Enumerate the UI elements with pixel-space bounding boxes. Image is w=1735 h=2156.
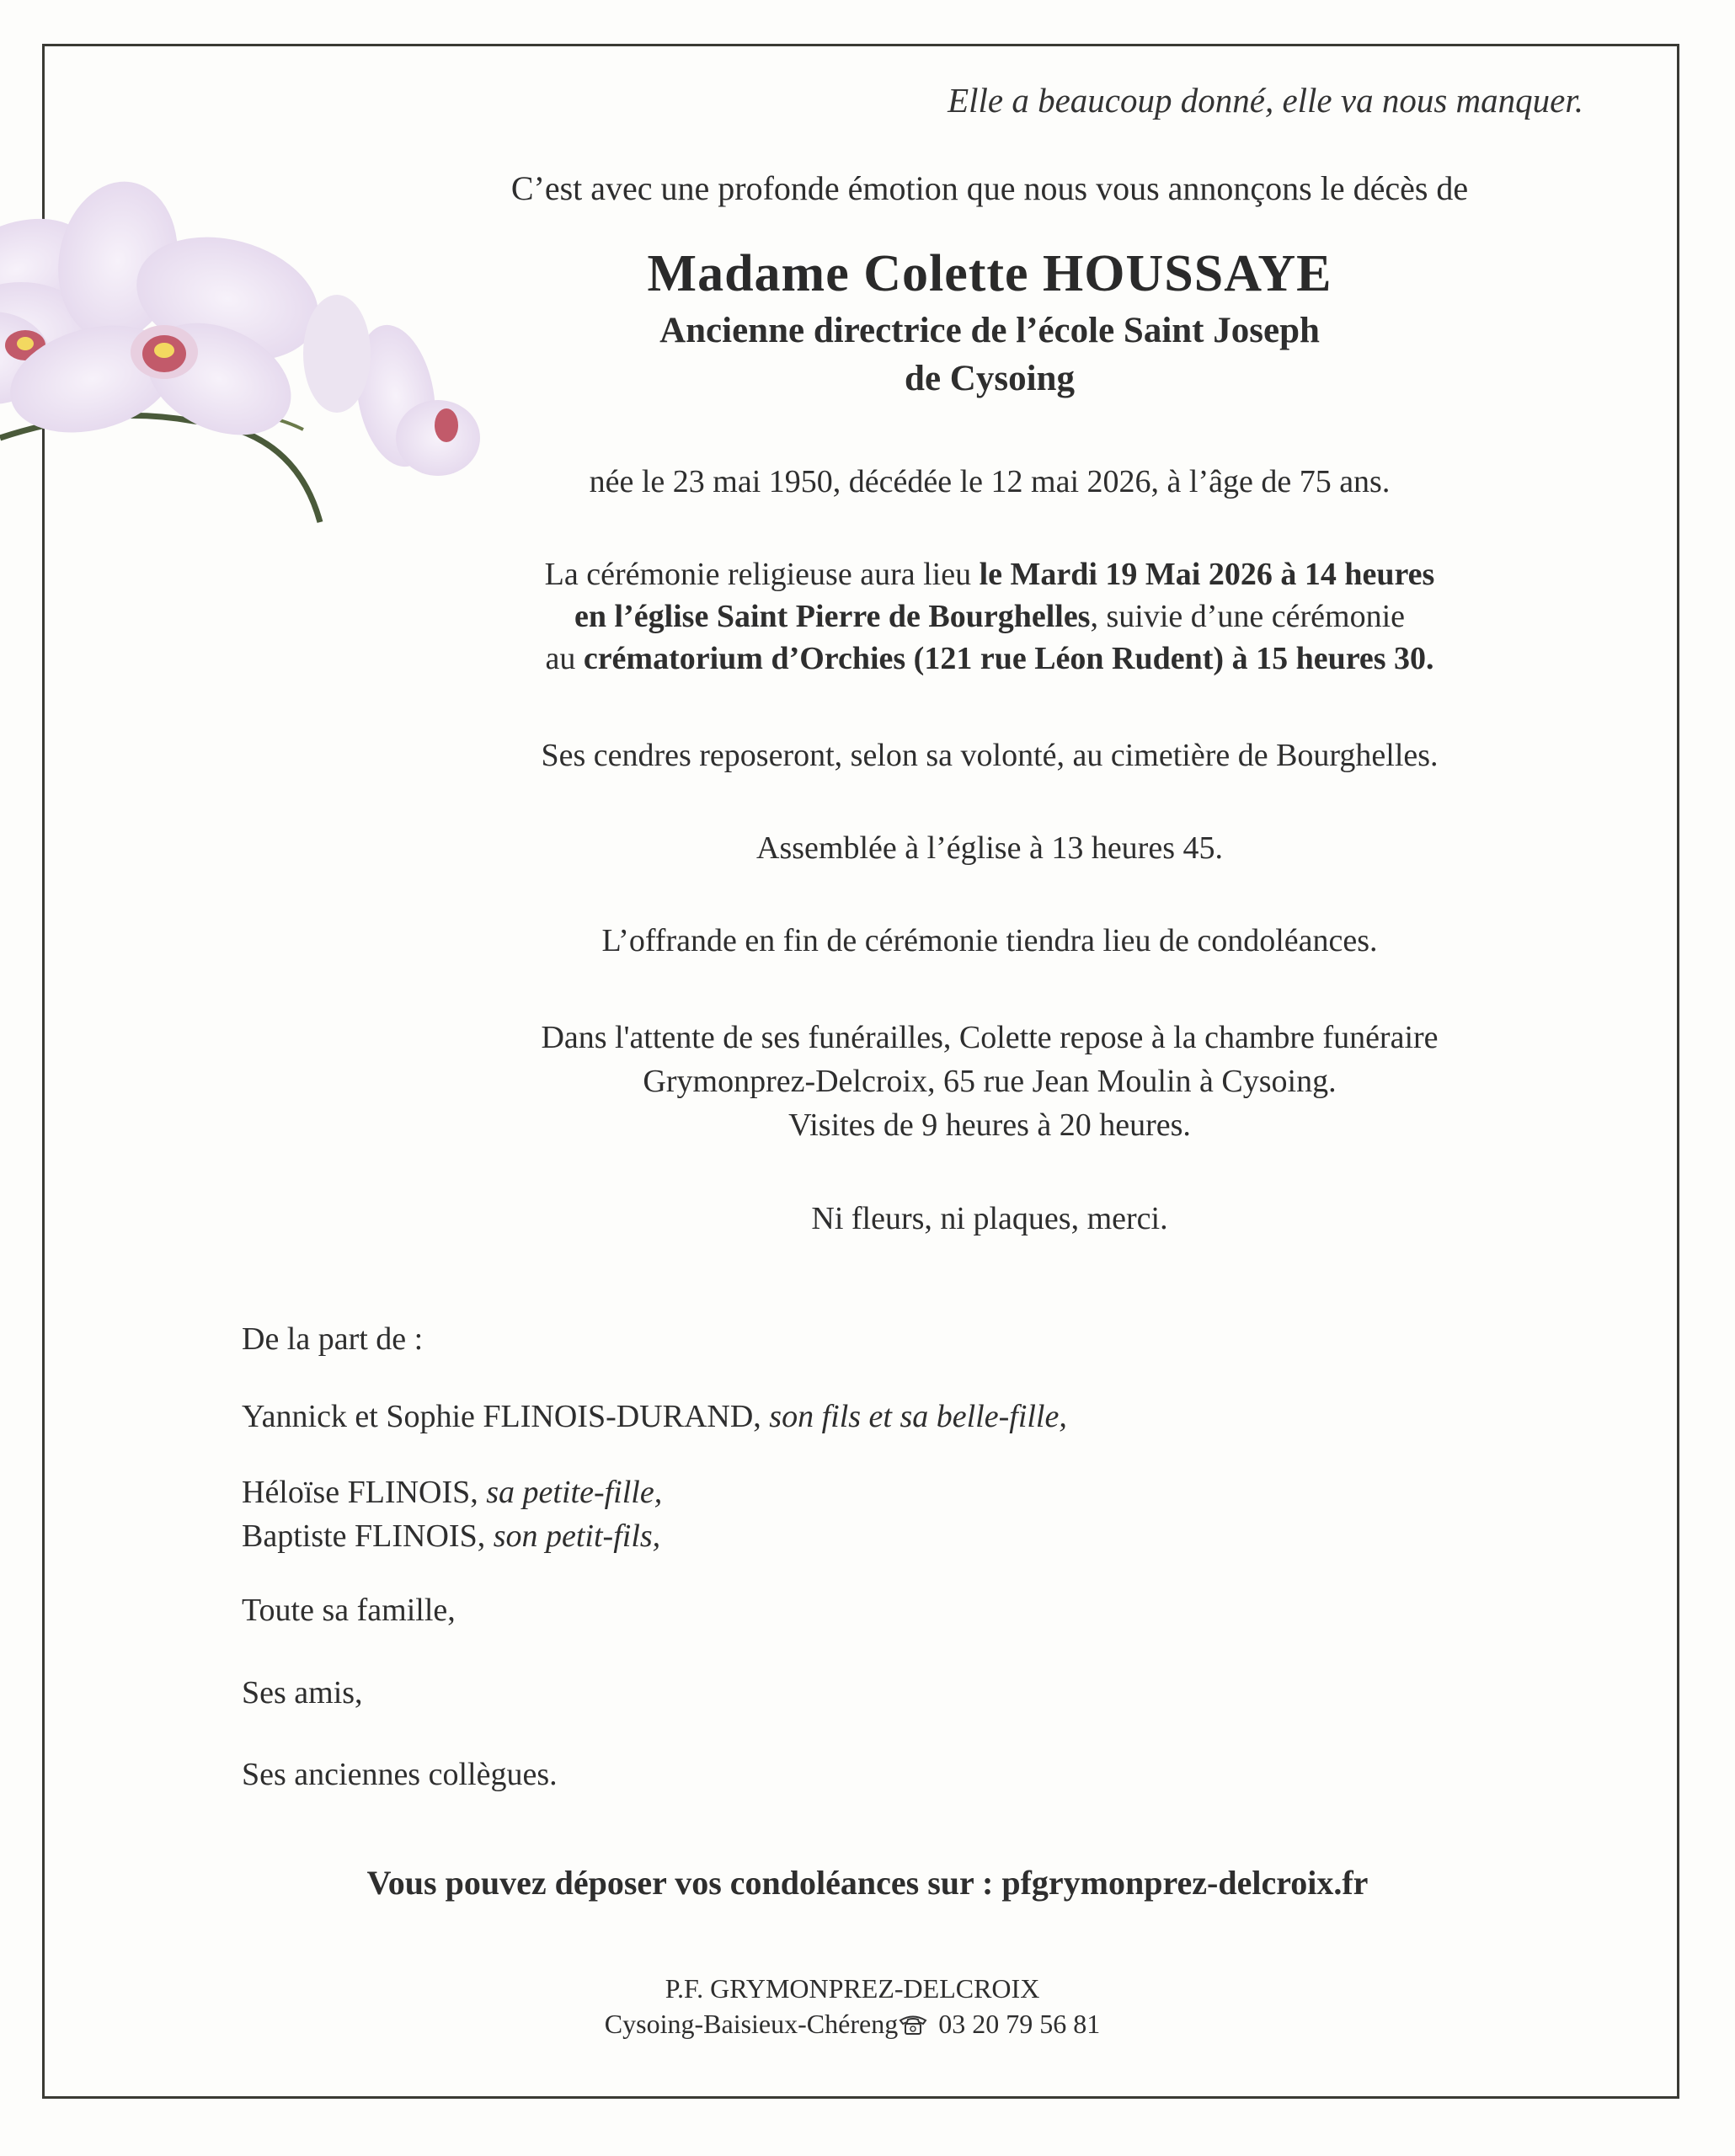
family-colleagues: Ses anciennes collègues. <box>242 1757 558 1792</box>
resting-place-line1: Dans l'attente de ses funérailles, Colette repose à la chambre funéraire <box>541 1020 1439 1055</box>
funeral-home-name: P.F. GRYMONPREZ-DELCROIX <box>665 1973 1040 2004</box>
epigraph-quote: Elle a beaucoup donné, elle va nous manquer. <box>948 81 1583 120</box>
resting-place-line2: Grymonprez-Delcroix, 65 rue Jean Moulin à Cysoing. <box>643 1064 1337 1099</box>
ashes-notice: Ses cendres reposeront, selon sa volonté, au cimetière de Bourghelles. <box>541 738 1439 773</box>
funeral-home-contact: Cysoing-Baisieux-Chéreng 03 20 79 56 81 <box>604 2009 1101 2039</box>
family-granddaughter: Héloïse FLINOIS, sa petite-fille, <box>242 1475 663 1510</box>
ceremony-line2: en l’église Saint Pierre de Bourghelles, suivie d’une cérémonie <box>574 599 1406 634</box>
announcement-intro: C’est avec une profonde émotion que nous vous annonçons le décès de <box>510 169 1469 207</box>
no-flowers-notice: Ni fleurs, ni plaques, merci. <box>811 1201 1168 1236</box>
deceased-role-line1: Ancienne directrice de l’école Saint Joseph <box>659 311 1320 350</box>
family-friends: Ses amis, <box>242 1675 363 1710</box>
life-dates: née le 23 mai 1950, décédée le 12 mai 2026, à l’âge de 75 ans. <box>589 464 1391 499</box>
family-son: Yannick et Sophie FLINOIS-DURAND, son fils et sa belle-fille, <box>242 1399 1067 1434</box>
ceremony-line1: La cérémonie religieuse aura lieu le Mardi 19 Mai 2026 à 14 heures <box>544 557 1435 592</box>
from-label: De la part de : <box>242 1321 424 1357</box>
ceremony-line3: au crématorium d’Orchies (121 rue Léon Rudent) à 15 heures 30. <box>545 641 1434 676</box>
family-grandson: Baptiste FLINOIS, son petit-fils, <box>242 1518 661 1554</box>
condolences-website: Vous pouvez déposer vos condoléances sur : pfgrymonprez-delcroix.fr <box>366 1864 1369 1902</box>
assembly-notice: Assemblée à l’église à 13 heures 45. <box>756 830 1223 866</box>
telephone-icon <box>898 2013 928 2036</box>
family-all: Toute sa famille, <box>242 1593 456 1628</box>
deceased-name: Madame Colette HOUSSAYE <box>647 245 1332 302</box>
offering-notice: L’offrande en fin de cérémonie tiendra lieu de condoléances. <box>601 923 1378 958</box>
deceased-role-line2: de Cysoing <box>905 359 1075 398</box>
visiting-hours: Visites de 9 heures à 20 heures. <box>788 1107 1191 1143</box>
